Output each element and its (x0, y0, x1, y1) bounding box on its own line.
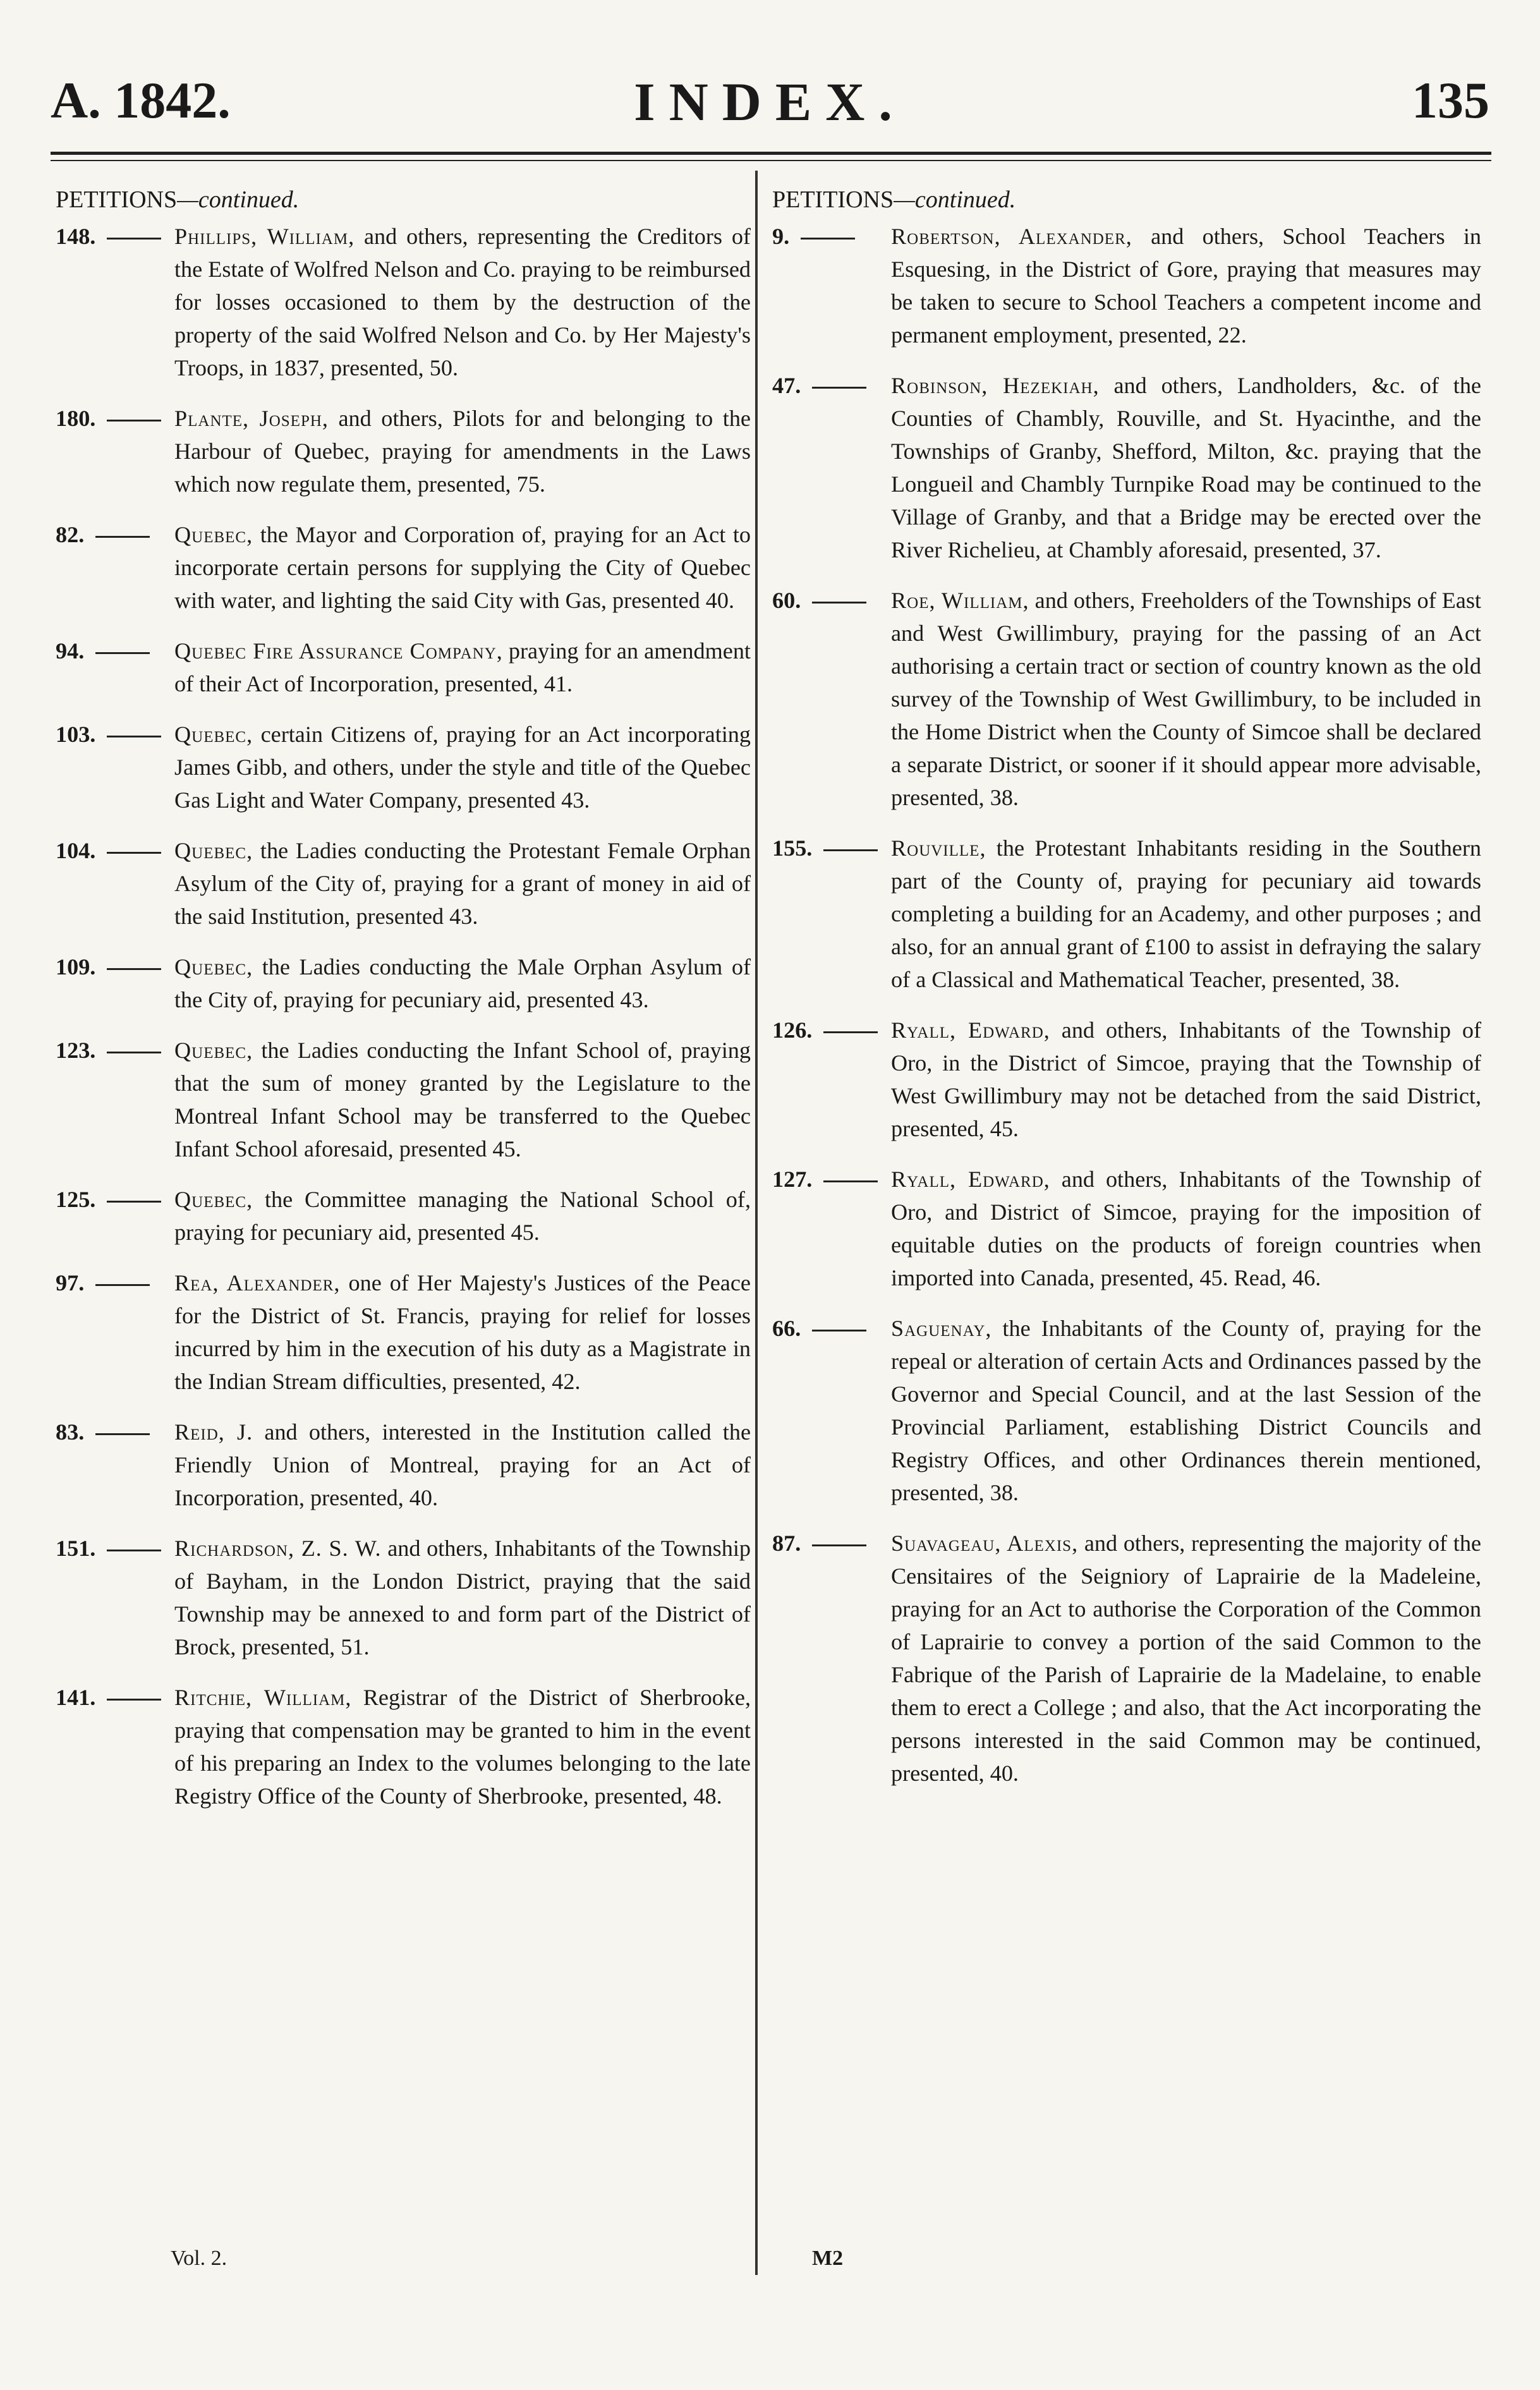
entry-number (56, 1034, 174, 1165)
entry-number (56, 220, 174, 384)
entry-text (891, 1014, 1481, 1145)
section-title: PETITIONS (772, 186, 894, 213)
entry-number-text: 151. (56, 1536, 96, 1561)
entry-number (56, 1681, 174, 1812)
entry-number-text: 83. (56, 1419, 85, 1445)
entry-text (891, 584, 1481, 814)
entry-name: Quebec, (174, 1038, 253, 1063)
entry-dash (107, 736, 161, 737)
entry-description: certain Citizens of, praying for an Act incorporating James Gibb, and others, under the style and title of the Quebec Gas Light and Water Company, presented 43. (174, 722, 751, 813)
entry-name: Saguenay, (891, 1316, 992, 1341)
entry-number-text: 155. (772, 835, 813, 861)
entry-text (174, 634, 751, 700)
entry-name: Quebec, (174, 722, 253, 747)
entry-description: and others, Freeholders of the Townships of East and West Gwillimbury, praying for the passing of an Act authorising a certain tract or section of country known as the old survey of the Township of West Gwillimbury, to be included in the Home District when the County of Simcoe shall be declared a separate District, or sooner if it should appear more advisable, presented, 38. (891, 588, 1481, 810)
entry-text (891, 220, 1481, 351)
section-heading (772, 183, 1481, 216)
entry-dash (812, 602, 866, 604)
index-entry (56, 220, 751, 384)
entry-description: and others, representing the majority of the Censitaires of the Seigniory of Laprairie de la Madeleine, praying for an Act to authorise the Corporation of the Common of Laprairie to convey a portion of the said Common to the Fabrique of the Parish of Laprairie de la Madelaine, to enable them to erect a College ; and also, that the Act incorporating the persons interested in the said Common may be continued, presented, 40. (891, 1531, 1481, 1786)
entry-text (891, 1163, 1481, 1294)
entry-number (772, 1527, 891, 1790)
entry-number-text: 94. (56, 638, 85, 664)
entry-name: Ritchie, William, (174, 1685, 352, 1710)
entry-number (772, 1163, 891, 1294)
entry-number-text: 82. (56, 522, 85, 547)
entry-number (56, 402, 174, 500)
page-title: INDEX. (634, 71, 906, 132)
entry-dash (107, 1699, 161, 1701)
entry-description: the Protestant Inhabitants residing in the Southern part of the County of, praying for pecuniary aid towards completing a building for an Academy, and other purposes ; and also, for an annual grant of £100 to assist in defraying the salary of a Classical and Mathematical Teacher, presented, 38. (891, 835, 1481, 992)
entry-description: and others, interested in the Institution called the Friendly Union of Montreal, praying for an Act of Incorporation, presented, 40. (174, 1419, 751, 1510)
entry-name: Rouville, (891, 835, 986, 861)
index-entry (56, 1416, 751, 1514)
header-year: A. 1842. (51, 71, 231, 129)
header-rule-thin (51, 160, 1491, 161)
entry-text (174, 1183, 751, 1249)
index-entry (56, 718, 751, 816)
page-number: 135 (1412, 71, 1489, 129)
entry-name: Quebec Fire Assurance Company, (174, 638, 503, 664)
entry-name: Quebec, (174, 1187, 253, 1212)
entry-number-text: 66. (772, 1316, 801, 1341)
left-column (56, 183, 751, 1830)
entry-number-text: 97. (56, 1270, 85, 1295)
entry-description: the Inhabitants of the County of, praying for the repeal or alteration of certain Acts and Ordinances passed by the Governor and Special Council, and at the last Session of the Provincial Parliament, establishing District Councils and Registry Offices, and other Ordinances therein mentioned, presented, 38. (891, 1316, 1481, 1505)
entry-text (174, 1416, 751, 1514)
entry-number-text: 123. (56, 1038, 96, 1063)
entry-name: Suavageau, Alexis, (891, 1531, 1079, 1556)
entry-name: Robinson, Hezekiah, (891, 373, 1100, 398)
entry-dash (823, 1031, 878, 1033)
index-entry (56, 518, 751, 617)
entry-number (56, 634, 174, 700)
entry-text (174, 1532, 751, 1663)
entry-description: and others, Inhabitants of the Township of Oro, and District of Simcoe, praying for the imposition of equitable duties on the products of foreign countries when imported into Canada, presented, 45. Read, 46. (891, 1167, 1481, 1290)
index-entry (772, 220, 1481, 351)
entry-number-text: 126. (772, 1017, 813, 1043)
entry-description: one of Her Majesty's Justices of the Peace for the District of St. Francis, praying for relief for losses incurred by him in the execution of his duty as a Magistrate in the Indian Stream difficulties, presented, 42. (174, 1270, 751, 1394)
entry-number (56, 1183, 174, 1249)
entry-text (174, 1034, 751, 1165)
entry-number-text: 127. (772, 1167, 813, 1192)
entry-number (56, 1532, 174, 1663)
entry-dash (107, 968, 161, 970)
entry-number-text: 104. (56, 838, 96, 863)
entry-dash (107, 420, 161, 422)
entry-description: the Ladies conducting the Male Orphan Asylum of the City of, praying for pecuniary aid, presented 43. (174, 954, 751, 1012)
entry-description: and others, Inhabitants of the Township of Oro, in the District of Simcoe, praying that the Township of West Gwillimbury may not be detached from the said District, presented, 45. (891, 1017, 1481, 1141)
entry-dash (95, 536, 150, 538)
footer-volume: Vol. 2. (171, 2247, 227, 2270)
entry-dash (823, 1180, 878, 1182)
section-suffix: —continued. (894, 186, 1016, 213)
entry-number (772, 220, 891, 351)
entry-number-text: 109. (56, 954, 96, 980)
entry-dash (801, 238, 855, 240)
entry-text (174, 718, 751, 816)
entry-number-text: 125. (56, 1187, 96, 1212)
entry-text (174, 950, 751, 1016)
entry-description: and others, Landholders, &c. of the Counties of Chambly, Rouville, and St. Hyacinthe, and the Townships of Granby, Shefford, Milton, &c. praying that the Longueil and Chambly Turnpike Road may be continued to the Village of Granby, and that a Bridge may be erected over the River Richelieu, at Chambly aforesaid, presented, 37. (891, 373, 1481, 562)
entry-number (772, 832, 891, 996)
column-divider (755, 171, 758, 2275)
index-entry (56, 834, 751, 933)
entry-description: the Ladies conducting the Protestant Female Orphan Asylum of the City of, praying for a grant of money in aid of the said Institution, presented 43. (174, 838, 751, 929)
entry-description: the Committee managing the National School of, praying for pecuniary aid, presented 45. (174, 1187, 751, 1245)
entry-number (772, 1014, 891, 1145)
entry-number (772, 1312, 891, 1509)
entry-text (891, 369, 1481, 566)
entry-text (174, 1681, 751, 1812)
entry-dash (95, 1433, 150, 1435)
section-heading (56, 183, 751, 216)
header-rule-thick (51, 152, 1491, 155)
entry-number-text: 103. (56, 722, 96, 747)
entry-dash (107, 852, 161, 854)
index-entry (772, 832, 1481, 996)
entry-text (891, 1527, 1481, 1790)
index-entry (772, 369, 1481, 566)
entry-description: Registrar of the District of Sherbrooke, praying that compensation may be granted to him in the event of his preparing an Index to the volumes belonging to the late Registry Office of the County of Sherbrooke, presented, 48. (174, 1685, 751, 1809)
index-entry (56, 1266, 751, 1398)
entry-number (772, 584, 891, 814)
entry-number (56, 950, 174, 1016)
section-suffix: —continued. (177, 186, 300, 213)
entry-description: the Mayor and Corporation of, praying for an Act to incorporate certain persons for supplying the City of Quebec with water, and lighting the said City with Gas, presented 40. (174, 522, 751, 613)
entry-dash (95, 652, 150, 654)
entry-number-text: 60. (772, 588, 801, 613)
index-entry (56, 402, 751, 500)
entry-number-text: 148. (56, 224, 96, 249)
entry-name: Plante, Joseph, (174, 406, 329, 431)
entry-number (56, 834, 174, 933)
entry-dash (107, 238, 161, 240)
index-entry (772, 584, 1481, 814)
entry-name: Roe, William, (891, 588, 1029, 613)
entry-name: Quebec, (174, 954, 253, 980)
entry-name: Reid, J. (174, 1419, 253, 1445)
entry-text (174, 402, 751, 500)
entry-dash (107, 1201, 161, 1203)
index-entry (56, 1034, 751, 1165)
right-column (772, 183, 1481, 1807)
entry-dash (107, 1550, 161, 1551)
footer-signature: M2 (812, 2247, 844, 2270)
index-entry (772, 1312, 1481, 1509)
entry-name: Rea, Alexander, (174, 1270, 341, 1295)
entry-name: Ryall, Edward, (891, 1017, 1050, 1043)
entry-dash (812, 387, 866, 389)
entry-name: Robertson, Alexander, (891, 224, 1132, 249)
index-entry (56, 1681, 751, 1812)
entry-text (174, 518, 751, 617)
index-entry (772, 1527, 1481, 1790)
entry-name: Quebec, (174, 838, 253, 863)
index-entry (56, 950, 751, 1016)
entry-dash (95, 1284, 150, 1286)
entry-text (174, 220, 751, 384)
entry-number (56, 518, 174, 617)
entry-description: and others, School Teachers in Esquesing, in the District of Gore, praying that measures may be taken to secure to School Teachers a competent income and permanent employment, presented, 22. (891, 224, 1481, 348)
entry-text (174, 834, 751, 933)
entry-description: and others, Inhabitants of the Township of Bayham, in the London District, praying that the said Township may be annexed to and form part of the District of Brock, presented, 51. (174, 1536, 751, 1659)
index-entry (56, 634, 751, 700)
entry-list (772, 220, 1481, 1790)
entry-number (56, 718, 174, 816)
entry-dash (812, 1544, 866, 1546)
entry-text (174, 1266, 751, 1398)
entry-text (891, 1312, 1481, 1509)
index-entry (772, 1163, 1481, 1294)
entry-number-text: 141. (56, 1685, 96, 1710)
entry-name: Phillips, William, (174, 224, 355, 249)
entry-name: Quebec, (174, 522, 253, 547)
section-title: PETITIONS (56, 186, 178, 213)
entry-text (891, 832, 1481, 996)
entry-number-text: 180. (56, 406, 96, 431)
entry-dash (812, 1330, 866, 1331)
entry-name: Ryall, Edward, (891, 1167, 1050, 1192)
entry-number-text: 9. (772, 224, 790, 249)
entry-dash (107, 1052, 161, 1053)
entry-number (56, 1266, 174, 1398)
index-entry (56, 1183, 751, 1249)
entry-description: praying for an amendment of their Act of Incorporation, presented, 41. (174, 638, 751, 696)
entry-description: and others, Pilots for and belonging to the Harbour of Quebec, praying for amendments in the Laws which now regulate them, presented, 75. (174, 406, 751, 497)
index-entry (56, 1532, 751, 1663)
entry-number (772, 369, 891, 566)
entry-number (56, 1416, 174, 1514)
entry-dash (823, 849, 878, 851)
entry-name: Richardson, Z. S. W. (174, 1536, 382, 1561)
index-entry (772, 1014, 1481, 1145)
entry-description: the Ladies conducting the Infant School of, praying that the sum of money granted by the Legislature to the Montreal Infant School may be transferred to the Quebec Infant School aforesaid, presented 45. (174, 1038, 751, 1162)
entry-list (56, 220, 751, 1812)
entry-description: and others, representing the Creditors of the Estate of Wolfred Nelson and Co. praying to be reimbursed for losses occasioned to them by the destruction of the property of the said Wolfred Nelson and Co. by Her Majesty's Troops, in 1837, presented, 50. (174, 224, 751, 380)
entry-number-text: 87. (772, 1531, 801, 1556)
entry-number-text: 47. (772, 373, 801, 398)
